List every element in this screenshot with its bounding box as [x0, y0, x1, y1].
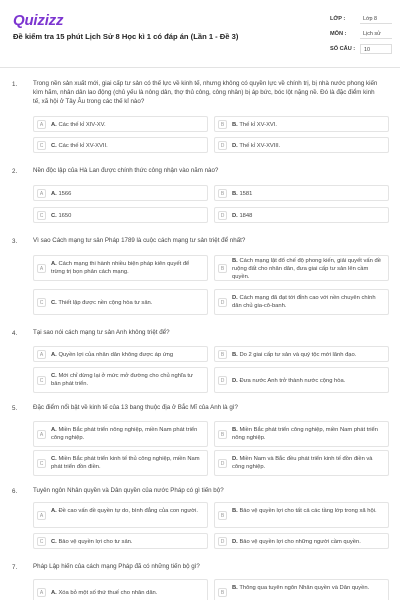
meta-class-value: Lớp 8	[360, 14, 392, 24]
option-letter: D	[218, 459, 227, 468]
option-d[interactable]	[214, 533, 389, 549]
option-c[interactable]	[33, 367, 208, 393]
option-d[interactable]	[214, 137, 389, 153]
question-number: 5.	[12, 405, 18, 412]
option-b[interactable]	[214, 255, 389, 281]
quizizz-logo: Quizizz	[13, 12, 64, 29]
option-letter: B	[218, 264, 227, 273]
option-letter: A	[37, 264, 46, 273]
option-text: B. Do 2 giai cấp tư sản và quý tộc mới lãnh đạo.	[232, 352, 357, 358]
question-number: 6.	[12, 488, 18, 495]
question-text: Tuyên ngôn Nhân quyền và Dân quyền của nước Pháp có gì tiến bộ?	[33, 487, 224, 494]
option-text: C. 1650	[51, 213, 72, 219]
option-letter: B	[218, 120, 227, 129]
option-c[interactable]	[33, 450, 208, 476]
option-text: B. Bảo vệ quyền lợi cho tất cả các tầng lớp trong xã hội.	[232, 508, 377, 514]
option-text: D. Đưa nước Anh trở thành nước cộng hòa.	[232, 377, 346, 384]
option-d[interactable]	[214, 207, 389, 223]
option-a[interactable]	[33, 346, 208, 362]
option-c[interactable]	[33, 137, 208, 153]
option-text: A. Xóa bỏ một số thứ thuế cho nhân dân.	[51, 589, 158, 596]
option-text: C. Các thế kỉ XV-XVII.	[51, 143, 108, 149]
meta-subject-label: MÔN :	[330, 31, 347, 37]
question-text: Tại sao nói cách mạng tư sản Anh không triệt để?	[33, 329, 170, 336]
option-letter: A	[37, 350, 46, 359]
option-b[interactable]	[214, 579, 389, 600]
option-b[interactable]	[214, 421, 389, 447]
option-letter: D	[218, 141, 227, 150]
option-letter: C	[37, 211, 46, 220]
option-text: D. Bảo vệ quyền lợi cho những người cầm quyền.	[232, 539, 361, 545]
option-text: B. Thế kỉ XV-XVI.	[232, 122, 278, 128]
option-c[interactable]	[33, 533, 208, 549]
option-a[interactable]	[33, 116, 208, 132]
option-text: B. Miền Bắc phát triển công nghiệp, miền Nam phát triển nông nghiệp.	[232, 427, 378, 441]
option-b[interactable]	[214, 116, 389, 132]
option-text: A. Các thế kỉ XIV-XV.	[51, 122, 106, 128]
option-text: D. Cách mạng đã đạt tới đỉnh cao với nền chuyên chính dân chủ gia-cô-banh.	[232, 295, 376, 309]
option-letter: D	[218, 376, 227, 385]
option-a[interactable]	[33, 579, 208, 600]
option-text: C. Mới chỉ dừng lại ở mức mở đường cho chủ nghĩa tư bản phát triển.	[51, 373, 193, 387]
option-d[interactable]	[214, 367, 389, 393]
option-d[interactable]	[214, 450, 389, 476]
meta-class-row	[330, 14, 392, 25]
option-letter: A	[37, 120, 46, 129]
option-letter: D	[218, 537, 227, 546]
option-letter: B	[218, 350, 227, 359]
question-text: Vì sao Cách mạng tư sản Pháp 1789 là cuộc cách mạng tư sản triệt để nhất?	[33, 237, 246, 244]
option-letter: C	[37, 141, 46, 150]
question-number: 2.	[12, 168, 18, 175]
option-a[interactable]	[33, 255, 208, 281]
option-letter: C	[37, 298, 46, 307]
option-a[interactable]	[33, 421, 208, 447]
option-letter: B	[218, 430, 227, 439]
question-text: Pháp Lập hiến của cách mạng Pháp đã có những tiến bộ gì?	[33, 563, 200, 570]
option-d[interactable]	[214, 289, 389, 315]
option-text: D. Thế kỉ XV-XVIII.	[232, 143, 281, 149]
option-text: A. Cách mạng thi hành nhiều biện pháp kiên quyết để trừng trị bọn phản cách mạng.	[51, 261, 190, 275]
option-text: A. 1566	[51, 191, 72, 197]
option-letter: C	[37, 376, 46, 385]
meta-count-label: SỐ CÂU :	[330, 46, 356, 52]
question-text: Đặc điểm nổi bật về kinh tế của 13 bang thuộc địa ở Bắc Mĩ của Anh là gì?	[33, 404, 238, 411]
question-number: 7.	[12, 564, 18, 571]
meta-subject-row	[330, 29, 392, 40]
option-letter: A	[37, 588, 46, 597]
option-letter: C	[37, 459, 46, 468]
option-text: A. Quyền lợi của nhân dân không được áp ứng	[51, 352, 174, 358]
option-text: C. Thiết lập được nền cộng hòa tư sản.	[51, 299, 153, 306]
option-letter: B	[218, 588, 227, 597]
option-letter: A	[37, 511, 46, 520]
question-number: 1.	[12, 81, 18, 88]
meta-count-value: 10	[360, 44, 392, 54]
meta-class-label: LỚP :	[330, 16, 346, 22]
option-a[interactable]	[33, 502, 208, 528]
option-b[interactable]	[214, 502, 389, 528]
option-text: D. 1848	[232, 213, 253, 219]
option-c[interactable]	[33, 207, 208, 223]
question-text: Nền độc lập của Hà Lan được chính thức công nhận vào năm nào?	[33, 167, 219, 174]
option-text: B. Thông qua tuyên ngôn Nhân quyền và Dân quyền.	[232, 585, 370, 591]
option-letter: B	[218, 189, 227, 198]
option-text: A. Miền Bắc phát triển nông nghiệp, miền Nam phát triển công nghiệp.	[51, 427, 198, 441]
option-b[interactable]	[214, 346, 389, 362]
meta-subject-value: Lịch sử	[360, 29, 392, 39]
option-letter: D	[218, 298, 227, 307]
option-letter: A	[37, 189, 46, 198]
option-text: D. Miền Nam và Bắc đều phát triển kinh tế đồn điền và công nghiệp.	[232, 456, 373, 470]
question-number: 4.	[12, 330, 18, 337]
option-c[interactable]	[33, 289, 208, 315]
option-b[interactable]	[214, 185, 389, 201]
meta-count-row	[330, 44, 392, 55]
option-letter: C	[37, 537, 46, 546]
option-text: C. Miền Bắc phát triển kinh tế thủ công nghiệp, miền Nam phát triển đồn điền.	[51, 456, 200, 470]
option-text: B. 1581	[232, 191, 253, 197]
option-letter: B	[218, 511, 227, 520]
page-title: Đề kiểm tra 15 phút Lịch Sử 8 Học kì 1 có đáp án (Lần 1 - Đề 3)	[13, 32, 239, 41]
option-a[interactable]	[33, 185, 208, 201]
option-text: B. Cách mạng lật đổ chế độ phong kiến, giải quyết vấn đề ruộng đất cho nhân dân, đưa giai cấp tư sản lên cầm quyền.	[232, 258, 381, 280]
option-letter: A	[37, 430, 46, 439]
page-header	[0, 0, 400, 68]
option-letter: D	[218, 211, 227, 220]
option-text: A. Đề cao vấn đề quyền tự do, bình đẳng của con người.	[51, 508, 198, 514]
question-number: 3.	[12, 238, 18, 245]
question-text: Trong nền sản xuất mới, giai cấp tư sản có thế lực về kinh tế, nhưng không có quyền lực về chính trị, bị nhà nước phong kiến kìm hãm, nhân dân lao động (chủ yếu là nông dân, thợ thủ công, công nhân) bị áp bức, bóc lột nặng nề. Đó là đặc điểm kinh tế, xã hội ở Tây Âu trong các thế kỉ nào?	[33, 80, 378, 105]
option-text: C. Bảo vệ quyền lợi cho tư sản.	[51, 539, 133, 545]
